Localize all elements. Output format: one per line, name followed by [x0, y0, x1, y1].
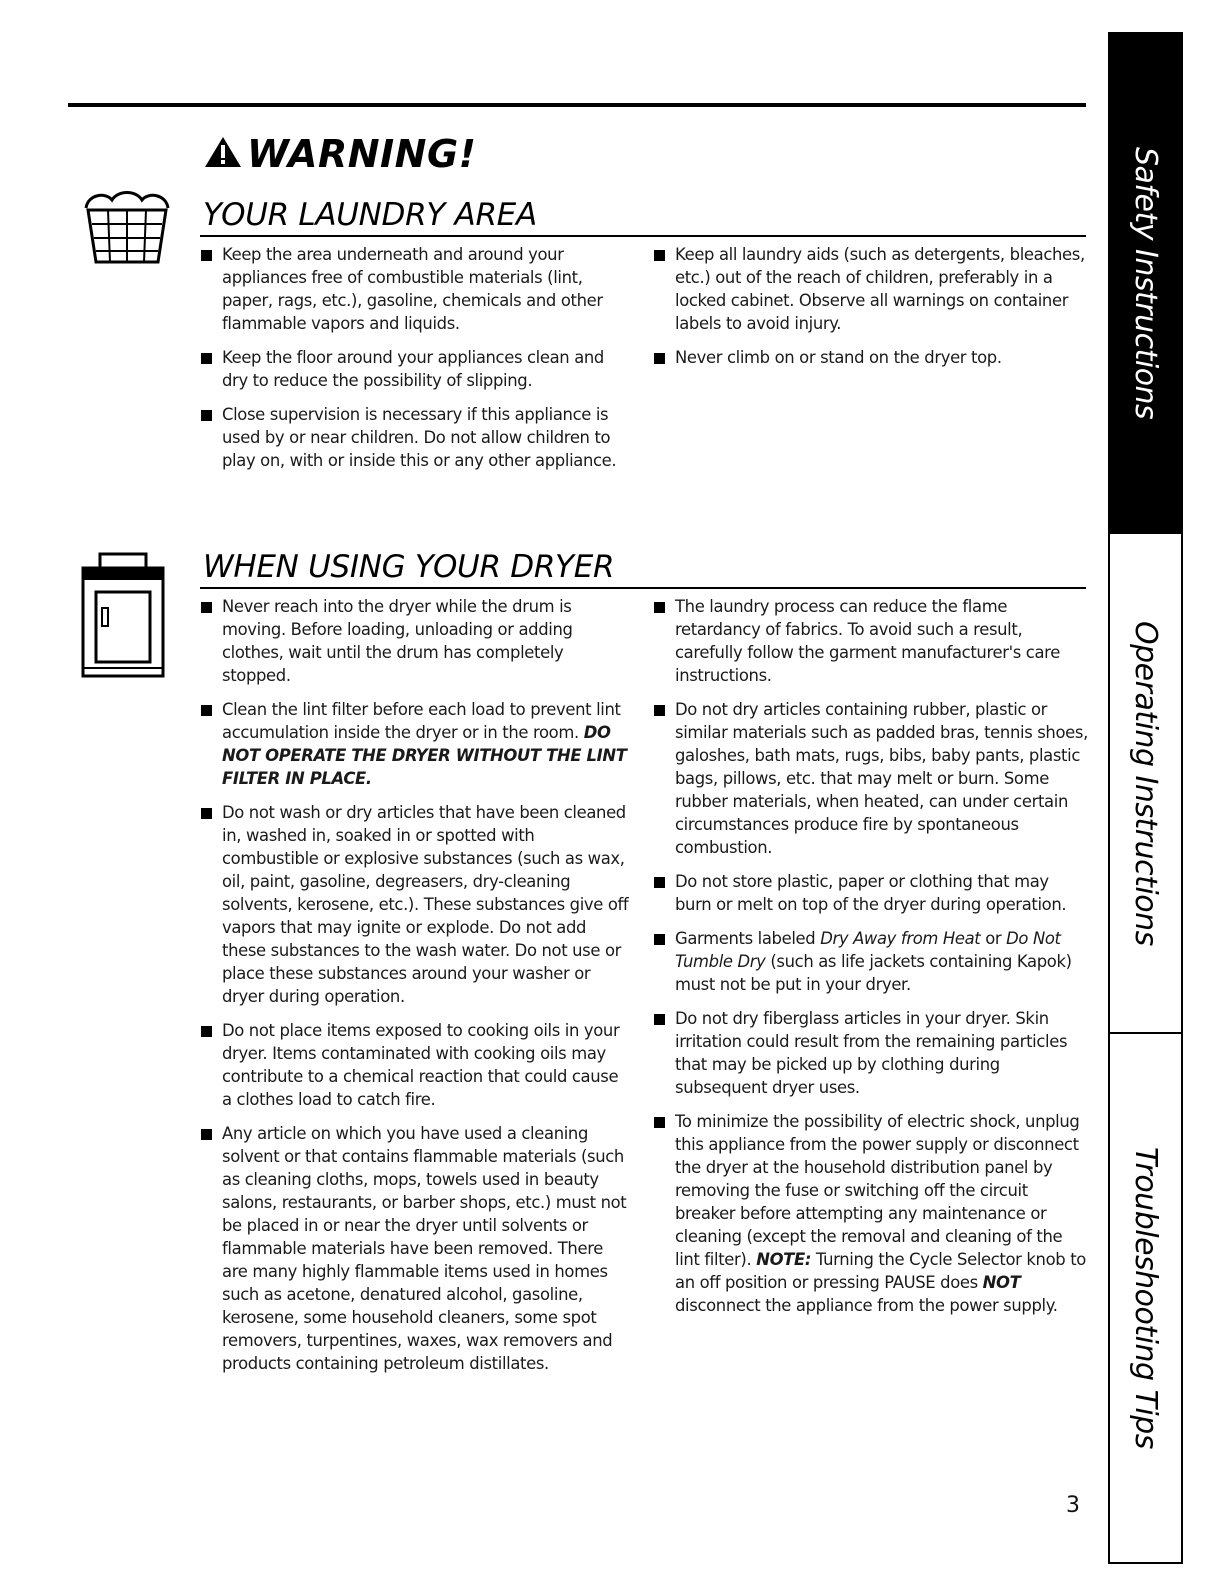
list-item: Clean the lint filter before each load to prevent lint accumulation inside the dryer or in the room. DO NOT OPERATE THE DRYER WITHOUT THE LINT FILTER IN PLACE.: [200, 698, 630, 790]
when-using-dryer-title: WHEN USING YOUR DRYER: [203, 549, 615, 585]
when-using-dryer-rule: [200, 587, 1086, 589]
note-label: NOTE:: [756, 1250, 812, 1269]
warning-heading: [203, 132, 477, 176]
list-item: Keep all laundry aids (such as detergents, bleaches, etc.) out of the reach of children, preferably in a locked cabinet. Observe all warnings on container labels to avoid injury.: [653, 243, 1089, 335]
list-item: Garments labeled Dry Away from Heat or Do Not Tumble Dry (such as life jackets containing Kapok) must not be put in your dryer.: [653, 927, 1089, 996]
laundry-right-column: [653, 243, 1089, 380]
warning-triangle-icon: [203, 135, 243, 169]
laundry-left-column: [200, 243, 630, 483]
warning-title: WARNING!: [247, 132, 477, 176]
top-rule: [68, 103, 1086, 107]
list-item: Any article on which you have used a cleaning solvent or that contains flammable materials (such as cleaning cloths, mops, towels used in beauty salons, restaurants, or barber shops, etc.) must not be placed in or near the dryer until solvents or flammable materials have been removed. There are many highly flammable items used in homes such as acetone, denatured alcohol, gasoline, kerosene, some household cleaners, some spot removers, turpentines, waxes, wax removers and products containing petroleum distillates.: [200, 1122, 630, 1375]
tab-operating-instructions[interactable]: [1108, 534, 1183, 1034]
dryer-icon: [78, 552, 168, 680]
dryer-right-column: [653, 595, 1089, 1328]
section-tabs: [1108, 32, 1181, 1564]
list-item: Do not wash or dry articles that have been cleaned in, washed in, soaked in or spotted with combustible or explosive substances (such as wax, oil, paint, gasoline, degreasers, dry-cleaning solvents, kerosene, etc.). These substances give off vapors that may ignite or explode. Do not add these substances to the wash water. Do not use or place these substances around your washer or dryer during operation.: [200, 801, 630, 1008]
tab-safety-instructions[interactable]: [1108, 32, 1183, 534]
laundry-basket-icon: [78, 188, 176, 266]
tab-label: Operating Instructions: [1128, 620, 1163, 946]
list-item: Keep the area underneath and around your appliances free of combustible materials (lint, paper, rags, etc.), gasoline, chemicals and other flammable vapors and liquids.: [200, 243, 630, 335]
lint-filter-warning: DO NOT OPERATE THE DRYER WITHOUT THE LINT FILTER IN PLACE.: [222, 723, 627, 788]
page-number: 3: [1066, 1493, 1080, 1518]
dryer-left-column: [200, 595, 630, 1386]
list-item: Close supervision is necessary if this appliance is used by or near children. Do not allow children to play on, with or inside this or any other appliance.: [200, 403, 630, 472]
list-item: Do not dry fiberglass articles in your dryer. Skin irritation could result from the remaining particles that may be picked up by clothing during subsequent dryer uses.: [653, 1007, 1089, 1099]
list-item: Never reach into the dryer while the drum is moving. Before loading, unloading or adding clothes, wait until the drum has completely stopped.: [200, 595, 630, 687]
list-item: Do not dry articles containing rubber, plastic or similar materials such as padded bras, tennis shoes, galoshes, bath mats, rugs, bibs, baby pants, plastic bags, pillows, etc. that may melt or burn. Some rubber materials, when heated, can under certain circumstances produce fire by spontaneous combustion.: [653, 698, 1089, 859]
list-item: Do not store plastic, paper or clothing that may burn or melt on top of the dryer during operation.: [653, 870, 1089, 916]
list-item: Keep the floor around your appliances clean and dry to reduce the possibility of slipping.: [200, 346, 630, 392]
tab-troubleshooting-tips[interactable]: [1108, 1034, 1183, 1564]
laundry-area-rule: [200, 235, 1086, 237]
laundry-area-title: YOUR LAUNDRY AREA: [203, 197, 537, 233]
list-item: Do not place items exposed to cooking oils in your dryer. Items contaminated with cooking oils may contribute to a chemical reaction that could cause a clothes load to catch fire.: [200, 1019, 630, 1111]
list-item: The laundry process can reduce the flame retardancy of fabrics. To avoid such a result, carefully follow the garment manufacturer's care instructions.: [653, 595, 1089, 687]
list-item: Never climb on or stand on the dryer top.: [653, 346, 1089, 369]
tab-label: Safety Instructions: [1128, 146, 1163, 420]
tab-label: Troubleshooting Tips: [1128, 1147, 1163, 1449]
list-item: To minimize the possibility of electric shock, unplug this appliance from the power supply or disconnect the dryer at the household distribution panel by removing the fuse or switching off the circuit breaker before attempting any maintenance or cleaning (except the removal and cleaning of the lint filter). NOTE: Turning the Cycle Selector knob to an off position or pressing PAUSE does NOT disconnect the appliance from the power supply.: [653, 1110, 1089, 1317]
